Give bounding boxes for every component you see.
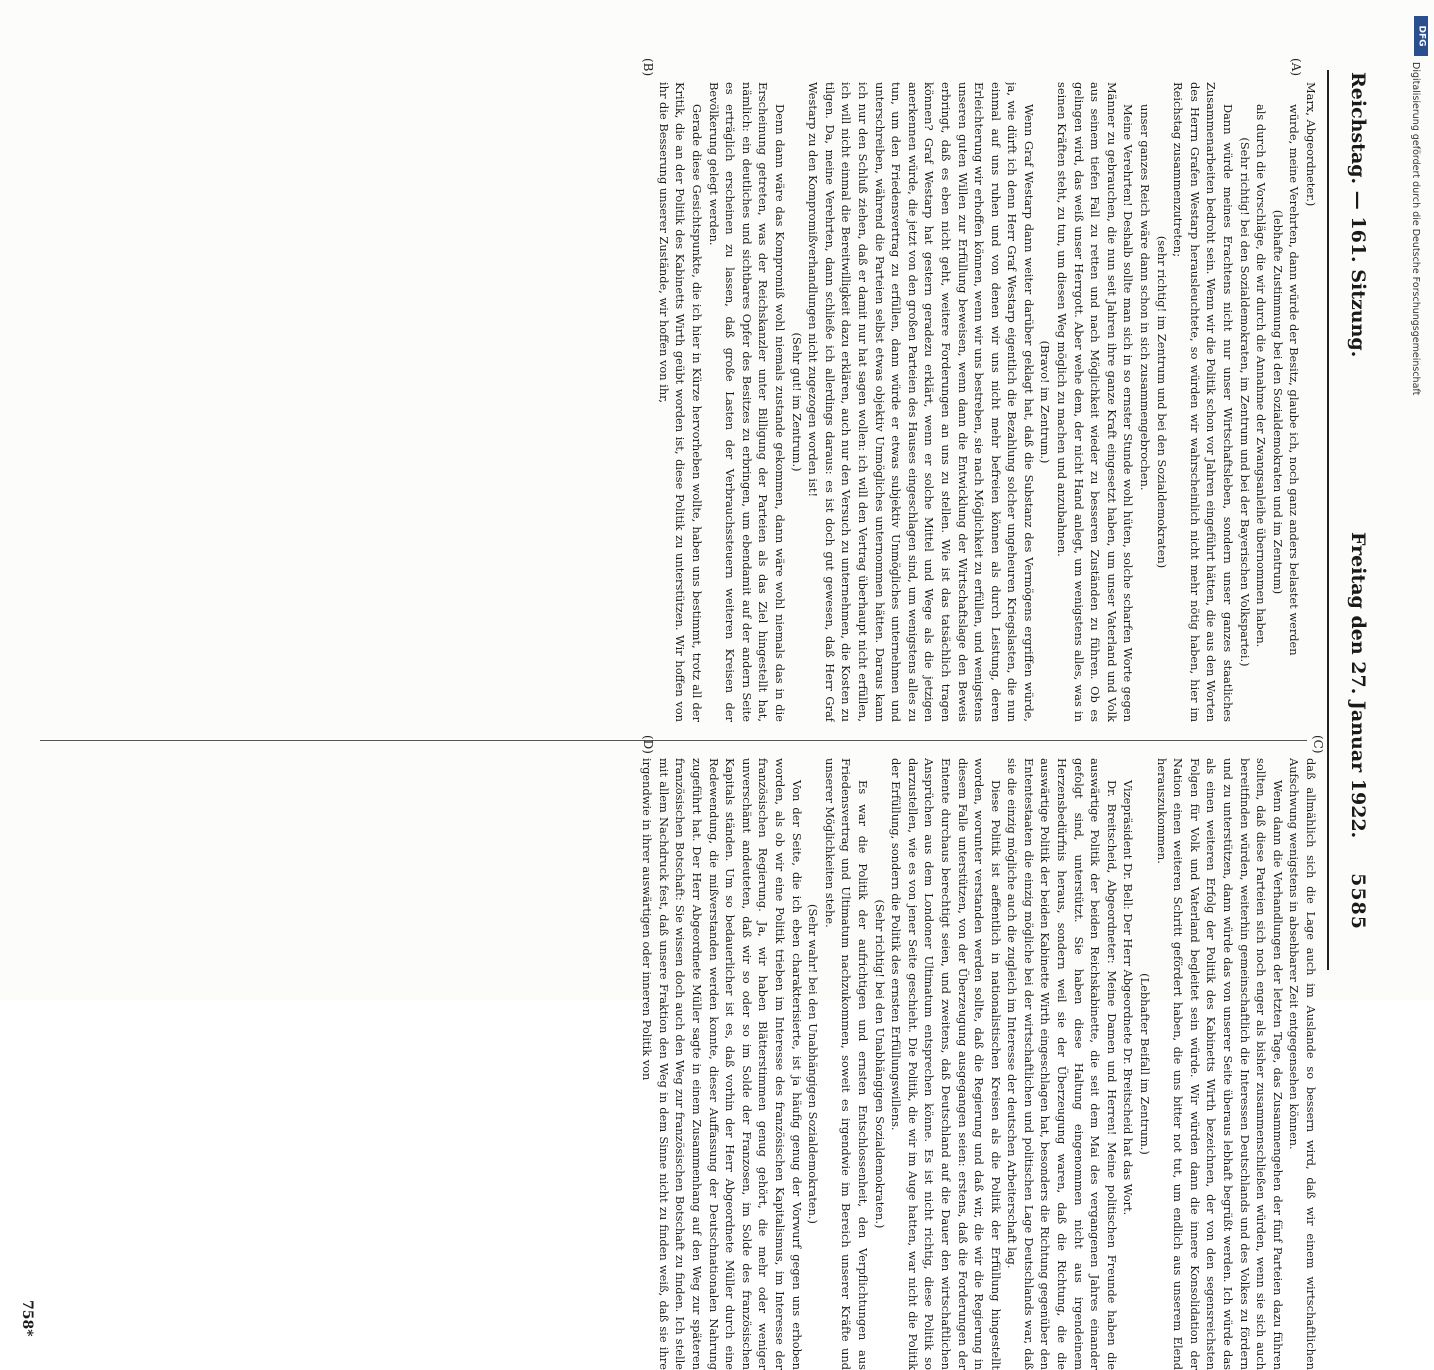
paragraph: Vizepräsident Dr. Bell: Der Herr Abgeordnete Dr. Breitscheid hat das Wort. xyxy=(1121,780,1136,1216)
dfg-credit-text: Digitalisierung gefördert durch die Deutsche Forschungsgemeinschaft xyxy=(1410,62,1421,396)
paragraph: Gerade diese Gesichtspunkte, die ich hier in Kürze hervorheben wollte, haben uns bestimmt, trotz all der Kritik, die an der Politik des Kabinetts Wirth geübt worden ist, diese Politik zu unterstützen. Wir hoffen von ihr die Besserung unserer Zustände, wir hoffen von ihr, xyxy=(656,82,705,722)
paragraph: (Bravo! im Zentrum.) xyxy=(1038,340,1053,464)
signature-mark: 758* xyxy=(19,1300,35,1337)
paragraph: Von der Seite, die ich eben charakterisierte, ist ja häufig genug der Vorwurf gegen uns erhoben worden, als ob wir eine Politik trieben im Interesse des französischen Kapitalismus, im Interesse der französischen Regierung. Ja, wir haben Blätterstimmen genug gehört, die mehr oder weniger unverschämt andeuteten, daß wir so oder so im Solde der Franzosen, im Solde des französischen Kapitals ständen. Um so bedauerlicher ist es, daß vorhin der Herr Abgeordnete Müller durch eine Redewendung, die mißverstanden werden konnte, dieser Auffassung der Deutschnationalen Nahrung zugeführt hat. Der Herr Abgeordnete Müller sagte in einem Zusammenhang auf den Weg zur späteren französischen Botschaft: Sie wissen doch auch den Weg zur französischen Botschaft zu finden. Ich stelle mit allem Nachdruck fest, daß unsere Fraktion den Weg in dem Sinne nicht zu finden weiß, daß sie ihre irgendwie in ihrer auswärtigen oder inneren Politik von xyxy=(640,758,804,1370)
right-column xyxy=(40,758,1319,1370)
margin-marker-b: (B) xyxy=(641,58,655,77)
paragraph: (Sehr richtig! bei den Unabhängigen Sozialdemokraten.) xyxy=(872,899,887,1229)
paragraph: unser ganzes Reich wäre dann schon in sich zusammengebrochen. xyxy=(1138,104,1153,491)
paragraph: Dann würde meines Erachtens nicht nur unser Wirtschaftsleben, sondern unser ganzes staatliches Zusammenarbeiten bedroht sein. Wenn wir die Politik schon vor Jahren eingeführt hätten, die aus den Worten des Herrn Grafen Westarp herausleuchtete, so würden wir wahrscheinlich nicht mehr nötig haben, hier im Reichstag zusammenzutreten; xyxy=(1171,82,1236,722)
column-divider xyxy=(40,740,1307,741)
left-column xyxy=(40,82,1319,722)
paragraph: Meine Verehrten! Deshalb sollte man sich in so ernster Stunde wohl hüten, solche scharfen Worte gegen Männer zu gebrauchen, die nun seit Jahren ihre ganze Kraft eingesetzt haben, um unser Vaterland und Volk aus seinem tiefen Fall zu retten und nach Möglichkeit wieder zu besseren Zuständen zu führen. Ob es gelingen wird, das weiß unser Herrgott. Aber wehe dem, der nicht Hand anlegt, um wenigstens alles, was in seinen Kräften steht, zu tun, um diesen Weg möglich zu machen und anzubahnen. xyxy=(1055,82,1136,722)
paragraph: Wenn Graf Westarp dann weiter darüber geklagt hat, daß die Substanz des Vermögens ergriffen würde, ja, wie dürft ich denn Herr Graf Westarp eigentlich die Bezahlung solcher ungeheuren Kriegslasten, die nun einmal auf uns ruhen und von denen wir uns nicht mehr befreien können als durch Leistung, deren Erleichterung wir erhoffen können, wenn wir uns bestreben, sie nach Möglichkeit zu erfüllen, und wenigstens unseren guten Willen zur Erfüllung beweisen, wenn dann die Entwicklung der Wirtschaftslage den Beweis erbringt, daß es eben nicht geht, weitere Forderungen an uns zu stellen. Wie ist das tatsächlich tragen können? Graf Westarp hat gestern geradezu erklärt, wenn er solche Mittel und Wege als die jetzigen anerkennen würde, die jetzt von den großen Parteien des Hauses eingeschlagen sind, um wenigstens alles zu tun, um den Friedensvertrag zu erfüllen, dann würde er etwas subjektiv Unmögliches unternehmen und unterschreiben, während die Parteien selbst etwas objektiv Unmögliches unternommen hätten. Daraus kann ich nur den Schluß ziehen, daß er damit nur hat sagen wollen: ich will den Vertrag überhaupt nicht erfüllen, ich will nicht einmal die Bereitwilligkeit dazu erklären, auch nur den Versuch zu unternehmen, die Kosten zu tilgen. Da, meine Verehrten, dann schließe ich allerdings daraus: es ist doch gut gewesen, daß Herr Graf Westarp zu den Kompromißverhandlungen nicht zugezogen worden ist! xyxy=(806,82,1036,722)
page-number: 5585 xyxy=(1347,873,1369,930)
margin-marker-d: (D) xyxy=(641,735,655,754)
page-header xyxy=(1335,52,1375,970)
header-left: Reichstag. — 161. Sitzung. xyxy=(1347,72,1369,358)
paragraph: Diese Politik ist aeffentlich in nationalistischen Kreisen als die Politik der Erfüllung hingestellt worden, worunter verstanden werden sollte, daß die Regierung und daß wir, die wir die Regierung in diesem Falle unterstützen, von der Überzeugung ausgegangen seien: erstens, daß die Forderungen der Entente durchaus berechtigt seien, und zweitens, daß Deutschland auf die Dauer den wirtschaftlichen Ansprüchen aus dem Londoner Ultimatum entsprechen könne. Es ist nicht richtig, diese Politik so darzustellen, wie es von jener Seite geschieht. Die Politik, die wir im Auge hatten, war nicht die Politik der Erfüllung, sondern die Politik des ernsten Erfüllungswillens. xyxy=(889,758,1003,1370)
header-rule xyxy=(1327,70,1329,970)
paragraph: Dr. Breitscheid, Abgeordneter: Meine Damen und Herren! Meine politischen Freunde haben die auswärtige Politik der beiden Reichskabinette, die seit dem Mai des vergangenen Jahres einander gefolgt sind, unterstützt. Sie haben diese Haltung eingenommen nicht aus irgendeinem Herzensbedürfnis heraus, sondern weil sie der Überzeugung waren, daß die Richtung, die die auswärtige Politik der beiden Kabinette Wirth eingeschlagen hat, besonders die Richtung gegenüber den Ententestaaten die einzig mögliche bei der wirtschaftlichen und politischen Lage Deutschlands war, daß sie die einzig mögliche auch die zugleich im Interesse der deutschen Arbeiterschaft lag. xyxy=(1005,758,1119,1370)
margin-marker-c: (C) xyxy=(1311,735,1325,754)
paragraph: Marx, Abgeordneter.) xyxy=(1304,82,1318,207)
paragraph: Wenn dann die Verhandlungen der letzten Tage, das Zusammengehen der fünf Parteien dazu führen sollten, daß diese Parteien sich noch enger als bisher zusammenschließen würden, wenn sie sich auch bereitfinden würden, weiterhin gemeinschaftlich die Interessen Deutschlands und des Volkes zu fördern und zu unterstützen, dann würde das von unserer Seite überaus lebhaft begrüßt werden. Ich würde das als einen weiteren Erfolg der Politik des Kabinetts Wirth bezeichnen, der von den segensreichsten Folgen für Volk und Vaterland begleitet sein würde. Wir würden dann die innere Konsolidation der Nation einen weiteren Schritt gefördert haben, die uns bitter not tut, um endlich aus unserem Elend herauszukommen. xyxy=(1154,758,1285,1370)
paragraph: (Sehr richtig! bei den Sozialdemokraten, im Zentrum und bei der Bayerischen Volkspartei.) xyxy=(1237,137,1252,667)
margin-marker-a: (A) xyxy=(1289,58,1303,77)
paragraph: Denn dann wäre das Kompromiß wohl niemals zustande gekommen, dann wäre wohl niemals das in die Erscheinung getreten, was der Reichskanzler unter Billigung der Parteien als das Ziel hingestellt hat, nämlich: ein deutliches und sichtbares Opfer des Besitzes zu erbringen, um ebendamit auf der andern Seite es erträglich erscheinen zu lassen, daß große Lasten der Verbrauchssteuern weiteren Kreisen der Bevölkerung gelegt werden. xyxy=(706,82,787,722)
header-date: Freitag den 27. Januar 1922. xyxy=(1347,532,1369,839)
paragraph: (Sehr wahr! bei den Unabhängigen Sozialdemokraten.) xyxy=(806,904,821,1224)
paragraph: daß allmählich sich die Lage auch im Auslande so bessern wird, daß wir einem wirtschaftlichen Aufschwung wenigstens in absehbarer Zeit entgegensehen können. xyxy=(1287,758,1318,1370)
dfg-logo: DFG xyxy=(1414,16,1428,56)
paragraph: (lebhafte Zustimmung bei den Sozialdemokraten und im Zentrum) xyxy=(1270,209,1285,595)
dfg-sidebar xyxy=(1412,10,1430,890)
paragraph: als durch die Vorschläge, die wir durch die Annahme der Zwangsanleihe übernommen haben. xyxy=(1254,104,1269,648)
paragraph: würde, meine Verehrten, dann würde der Besitz, glaube ich, noch ganz anders belastet werden xyxy=(1287,104,1302,656)
paragraph: Es war die Politik der aufrichtigen und ernsten Entschlossenheit, den Verpflichtungen aus Friedensvertrag und Ultimatum nachzukommen, soweit es irgendwie im Bereich unserer Kräfte und unserer Möglichkeiten stehe. xyxy=(822,758,870,1370)
paragraph: (Sehr gut! im Zentrum.) xyxy=(789,332,804,472)
paragraph: (sehr richtig! im Zentrum und bei den Sozialdemokraten) xyxy=(1154,235,1169,569)
paragraph: (Lebhafter Beifall im Zentrum.) xyxy=(1138,973,1153,1155)
